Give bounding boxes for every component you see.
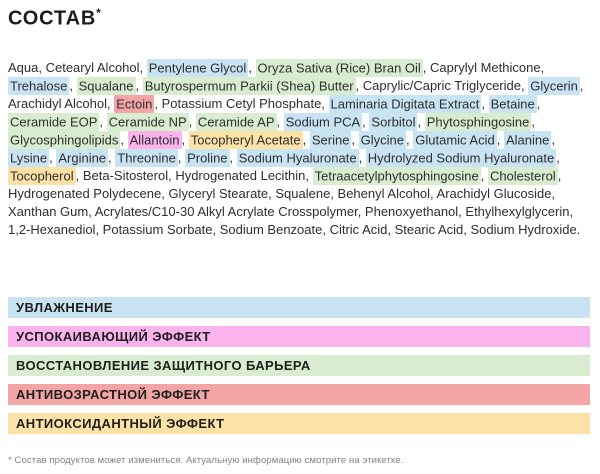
ingredient-text: ,: [302, 132, 310, 147]
ingredient-highlight-barrier: Phytosphingosine: [426, 114, 530, 129]
ingredient-highlight-moisturizing: Sodium PCA: [285, 114, 361, 129]
ingredient-text: , Arachidyl Alcohol,: [8, 78, 584, 111]
ingredient-text: , Hydrogenated Polydecene, Glyceryl Stearate, Squalene, Behenyl Alcohol, Arachidyl Glucoside, Xanthan Gum, Acrylates/C10-30 Alkyl Acrylate Crosspolymer, Phenoxyethanol, Ethylhexylglycerin, 1,2-Hexanediol, Potassium Sorbate, Sodium Benzoate, Citric Acid, Stearic Acid, Sodium Hydroxide.: [8, 168, 581, 237]
ingredient-text: ,: [536, 96, 541, 111]
ingredient-text: , Beta-Sitosterol, Hydrogenated Lecithin,: [75, 168, 313, 183]
ingredient-highlight-barrier: Cholesterol: [489, 168, 556, 183]
ingredient-text: ,: [276, 114, 284, 129]
ingredient-highlight-moisturizing: Threonine: [117, 150, 176, 165]
ingredient-highlight-soothing: Allantoin: [129, 132, 180, 147]
ingredient-text: ,: [181, 132, 189, 147]
effects-legend: [8, 297, 590, 442]
ingredient-highlight-moisturizing: Serine: [311, 132, 350, 147]
ingredient-highlight-antioxidant: Tocopherol: [10, 168, 74, 183]
ingredient-text: ,: [481, 96, 489, 111]
ingredient-text: ,: [496, 132, 504, 147]
ingredient-text: ,: [188, 114, 196, 129]
ingredient-text: , Potassium Cetyl Phosphate,: [154, 96, 329, 111]
ingredient-text: Aqua, Cetearyl Alcohol,: [8, 60, 147, 75]
ingredient-text: ,: [551, 132, 555, 147]
ingredient-text: ,: [351, 132, 359, 147]
ingredient-text: ,: [177, 150, 186, 165]
ingredient-highlight-moisturizing: Hydrolyzed Sodium Hyaluronate: [367, 150, 555, 165]
ingredient-highlight-moisturizing: Glycerin: [530, 78, 578, 93]
ingredient-highlight-moisturizing: Trehalose: [10, 78, 68, 93]
ingredient-highlight-moisturizing: Betaine: [490, 96, 535, 111]
legend-bar-antioxidant: [8, 413, 590, 434]
ingredient-highlight-barrier: Ceramide NP: [108, 114, 187, 129]
ingredient-text: ,: [229, 150, 237, 165]
legend-bar-soothing: [8, 326, 590, 347]
ingredient-text: ,: [248, 60, 256, 75]
ingredient-highlight-moisturizing: Proline: [187, 150, 228, 165]
ingredient-text: ,: [69, 78, 77, 93]
ingredient-highlight-anti_age: Ectoin: [116, 96, 153, 111]
ingredient-text: ,: [362, 114, 370, 129]
ingredient-text: , Caprylic/Capric Triglyceride,: [355, 78, 529, 93]
ingredient-text: ,: [49, 150, 57, 165]
ingredient-text: ,: [406, 132, 414, 147]
ingredient-highlight-moisturizing: Laminaria Digitata Extract: [330, 96, 480, 111]
ingredient-highlight-moisturizing: Sodium Hyaluronate: [238, 150, 357, 165]
legend-bar-barrier: [8, 355, 590, 376]
ingredient-highlight-barrier: Ceramide EOP: [10, 114, 98, 129]
ingredient-text: ,: [358, 150, 366, 165]
ingredient-text: ,: [120, 132, 128, 147]
ingredient-highlight-moisturizing: Glycine: [360, 132, 405, 147]
ingredient-text: ,: [531, 114, 535, 129]
page-title: [8, 6, 101, 31]
ingredient-highlight-antioxidant: Tocopheryl Acetate: [190, 132, 301, 147]
legend-label-soothing: УСПОКАИВАЮЩИЙ ЭФФЕКТ: [16, 329, 211, 344]
ingredient-highlight-moisturizing: Sorbitol: [371, 114, 416, 129]
page-title-text: СОСТАВ: [8, 7, 97, 30]
ingredient-text: ,: [556, 150, 560, 165]
ingredient-highlight-moisturizing: Pentylene Glycol: [148, 60, 247, 75]
legend-label-barrier: ВОССТАНОВЛЕНИЕ ЗАЩИТНОГО БАРЬЕРА: [16, 358, 311, 373]
ingredient-highlight-moisturizing: Glutamic Acid: [415, 132, 495, 147]
ingredient-text: ,: [417, 114, 425, 129]
footnote: * Состав продуктов может измениться. Актуальную информацию смотрите на этикетке.: [8, 455, 404, 466]
ingredient-highlight-barrier: Glycosphingolipids: [10, 132, 119, 147]
ingredient-highlight-barrier: Oryza Sativa (Rice) Bran Oil: [257, 60, 421, 75]
ingredient-highlight-barrier: Ceramide AP: [197, 114, 275, 129]
ingredient-text: , Caprylyl Methicone,: [422, 60, 545, 75]
ingredient-highlight-moisturizing: Arginine: [58, 150, 107, 165]
legend-bar-anti_age: [8, 384, 590, 405]
ingredient-highlight-barrier: Butyrospermum Parkii (Shea) Butter: [144, 78, 354, 93]
ingredient-highlight-barrier: Tetraacetylphytosphingosine: [314, 168, 479, 183]
title-asterisk: *: [96, 6, 101, 20]
legend-label-antioxidant: АНТИОКСИДАНТНЫЙ ЭФФЕКТ: [16, 416, 225, 431]
ingredient-highlight-moisturizing: Lysine: [10, 150, 48, 165]
legend-label-anti_age: АНТИВОЗРАСТНОЙ ЭФФЕКТ: [16, 387, 210, 402]
ingredient-highlight-moisturizing: Alanine: [505, 132, 550, 147]
ingredient-highlight-barrier: Squalane: [78, 78, 134, 93]
legend-bar-moisturizing: [8, 297, 590, 318]
ingredient-text: ,: [108, 150, 116, 165]
ingredient-text: ,: [99, 114, 107, 129]
ingredient-text: ,: [480, 168, 488, 183]
ingredients-paragraph: [8, 59, 586, 239]
legend-label-moisturizing: УВЛАЖНЕНИЕ: [16, 300, 113, 315]
ingredient-text: ,: [135, 78, 143, 93]
